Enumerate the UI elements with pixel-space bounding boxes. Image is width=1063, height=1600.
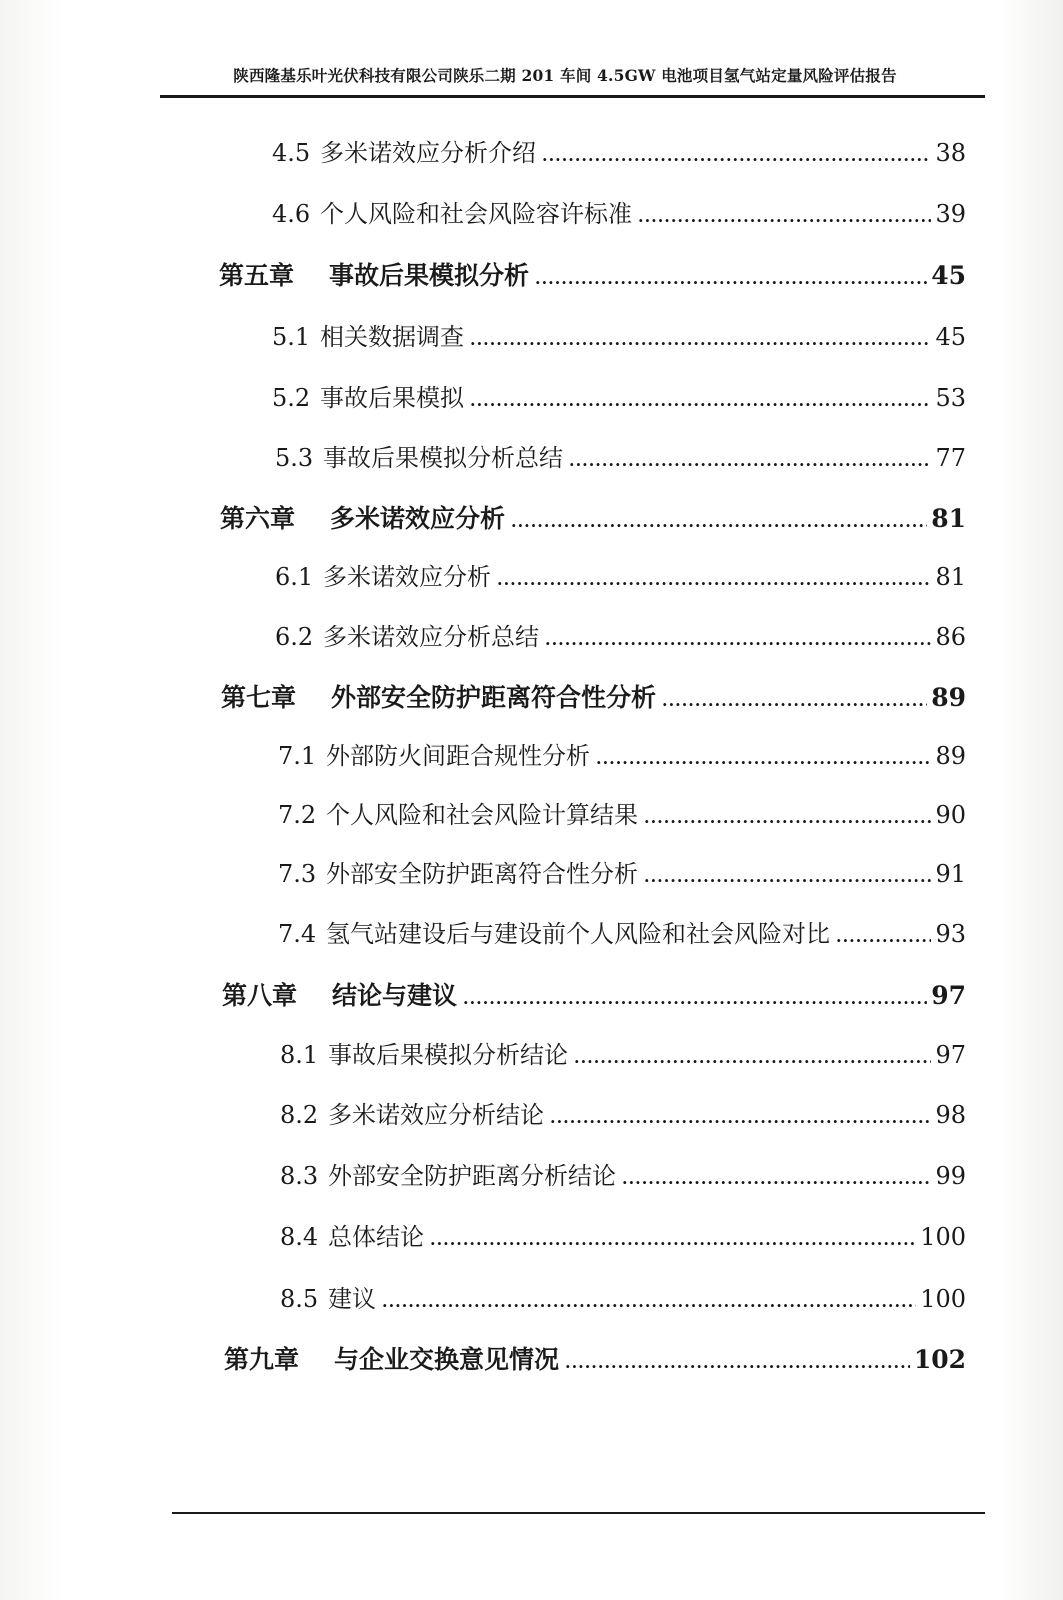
toc-section-entry <box>272 386 966 410</box>
toc-entry-title: 外部安全防护距离符合性分析 <box>331 683 657 712</box>
toc-entry-number: 第六章 <box>220 504 296 533</box>
toc-page-number: 89 <box>935 742 966 770</box>
toc-page-number: 89 <box>931 683 966 712</box>
toc-entry-title: 事故后果模拟分析结论 <box>328 1041 568 1069</box>
toc-dot-leader <box>662 693 927 709</box>
toc-dot-leader <box>535 271 927 287</box>
toc-entry-number: 5.3 <box>275 444 314 472</box>
toc-section-entry <box>280 1103 966 1127</box>
toc-dot-leader <box>644 869 931 885</box>
toc-entry-title: 多米诺效应分析 <box>323 563 491 591</box>
toc-entry-number: 8.2 <box>280 1101 319 1129</box>
toc-dot-leader <box>545 632 931 648</box>
toc-dot-leader <box>638 209 931 225</box>
toc-page-number: 102 <box>913 1345 966 1374</box>
toc-entry-title: 事故后果模拟分析 <box>329 261 530 290</box>
toc-dot-leader <box>550 1110 931 1126</box>
toc-dot-leader <box>463 991 927 1007</box>
toc-page-number: 98 <box>935 1101 966 1129</box>
toc-entry-title: 建议 <box>328 1285 376 1313</box>
footer-rule <box>172 1512 985 1514</box>
toc-entry-number: 8.4 <box>280 1223 319 1251</box>
toc-chapter-entry <box>222 983 966 1008</box>
toc-entry-number: 7.4 <box>278 920 317 948</box>
toc-entry-title: 事故后果模拟分析总结 <box>323 444 563 472</box>
toc-dot-leader <box>382 1294 916 1310</box>
toc-section-entry <box>272 202 966 226</box>
toc-dot-leader <box>569 453 931 469</box>
toc-chapter-entry <box>220 506 966 531</box>
toc-page-number: 86 <box>935 623 966 651</box>
toc-page-number: 90 <box>935 801 966 829</box>
toc-page-number: 100 <box>920 1285 966 1313</box>
toc-section-entry <box>278 862 966 886</box>
toc-section-entry <box>275 565 966 589</box>
toc-entry-title: 外部安全防护距离符合性分析 <box>326 860 638 888</box>
toc-entry-title: 多米诺效应分析介绍 <box>320 139 536 167</box>
toc-page-number: 81 <box>935 563 966 591</box>
toc-dot-leader <box>470 393 931 409</box>
toc-dot-leader <box>511 514 927 530</box>
toc-entry-title: 与企业交换意见情况 <box>334 1345 560 1374</box>
toc-entry-number: 4.6 <box>272 200 311 228</box>
toc-page-number: 53 <box>935 384 966 412</box>
toc-entry-title: 外部安全防护距离分析结论 <box>328 1162 616 1190</box>
toc-dot-leader <box>574 1050 931 1066</box>
toc-dot-leader <box>565 1355 910 1371</box>
toc-section-entry <box>275 446 966 470</box>
toc-entry-title: 事故后果模拟 <box>320 384 464 412</box>
toc-section-entry <box>280 1164 966 1188</box>
toc-entry-title: 氢气站建设后与建设前个人风险和社会风险对比 <box>326 920 830 948</box>
toc-entry-title: 外部防火间距合规性分析 <box>326 742 590 770</box>
toc-page-number: 38 <box>935 139 966 167</box>
toc-dot-leader <box>430 1232 916 1248</box>
toc-dot-leader <box>622 1171 931 1187</box>
toc-page-number: 97 <box>935 1041 966 1069</box>
toc-section-entry <box>280 1225 966 1249</box>
toc-section-entry <box>275 625 966 649</box>
toc-chapter-entry <box>221 685 966 710</box>
toc-section-entry <box>280 1043 966 1067</box>
toc-dot-leader <box>542 148 931 164</box>
toc-entry-title: 多米诺效应分析 <box>330 504 506 533</box>
toc-chapter-entry <box>219 263 966 288</box>
toc-entry-title: 总体结论 <box>328 1223 424 1251</box>
toc-entry-number: 7.2 <box>278 801 317 829</box>
toc-section-entry <box>272 141 966 165</box>
toc-section-entry <box>272 325 966 349</box>
toc-page-number: 100 <box>920 1223 966 1251</box>
toc-entry-title: 个人风险和社会风险计算结果 <box>326 801 638 829</box>
toc-page-number: 77 <box>935 444 966 472</box>
toc-section-entry <box>280 1287 966 1311</box>
toc-entry-number: 6.1 <box>275 563 314 591</box>
toc-page-number: 39 <box>935 200 966 228</box>
toc-dot-leader <box>644 810 931 826</box>
toc-entry-number: 4.5 <box>272 139 311 167</box>
toc-entry-number: 第七章 <box>221 683 297 712</box>
toc-entry-title: 个人风险和社会风险容许标准 <box>320 200 632 228</box>
toc-page-number: 45 <box>931 261 966 290</box>
toc-entry-title: 结论与建议 <box>332 981 458 1010</box>
toc-entry-number: 第五章 <box>219 261 295 290</box>
toc-entry-title: 多米诺效应分析结论 <box>328 1101 544 1129</box>
toc-dot-leader <box>497 572 931 588</box>
toc-entry-number: 8.5 <box>280 1285 319 1313</box>
toc-page-number: 91 <box>935 860 966 888</box>
toc-dot-leader <box>596 751 931 767</box>
running-header: 陕西隆基乐叶光伏科技有限公司陕乐二期 201 车间 4.5GW 电池项目氢气站定量风险评估报告 <box>233 66 897 85</box>
toc-entry-number: 8.1 <box>280 1041 319 1069</box>
toc-chapter-entry <box>224 1347 966 1372</box>
toc-page-number: 93 <box>935 920 966 948</box>
toc-entry-title: 相关数据调查 <box>320 323 464 351</box>
toc-page-number: 45 <box>935 323 966 351</box>
toc-entry-number: 7.1 <box>278 742 317 770</box>
toc-entry-number: 第九章 <box>224 1345 300 1374</box>
toc-section-entry <box>278 803 966 827</box>
toc-page-number: 97 <box>931 981 966 1010</box>
toc-entry-number: 7.3 <box>278 860 317 888</box>
toc-dot-leader <box>836 929 931 945</box>
toc-dot-leader <box>470 332 931 348</box>
toc-entry-title: 多米诺效应分析总结 <box>323 623 539 651</box>
toc-entry-number: 第八章 <box>222 981 298 1010</box>
toc-entry-number: 5.1 <box>272 323 311 351</box>
toc-section-entry <box>278 922 966 946</box>
toc-page-number: 99 <box>935 1162 966 1190</box>
toc-entry-number: 5.2 <box>272 384 311 412</box>
toc-entry-number: 8.3 <box>280 1162 319 1190</box>
toc-section-entry <box>278 744 966 768</box>
toc-page-number: 81 <box>931 504 966 533</box>
toc-entry-number: 6.2 <box>275 623 314 651</box>
